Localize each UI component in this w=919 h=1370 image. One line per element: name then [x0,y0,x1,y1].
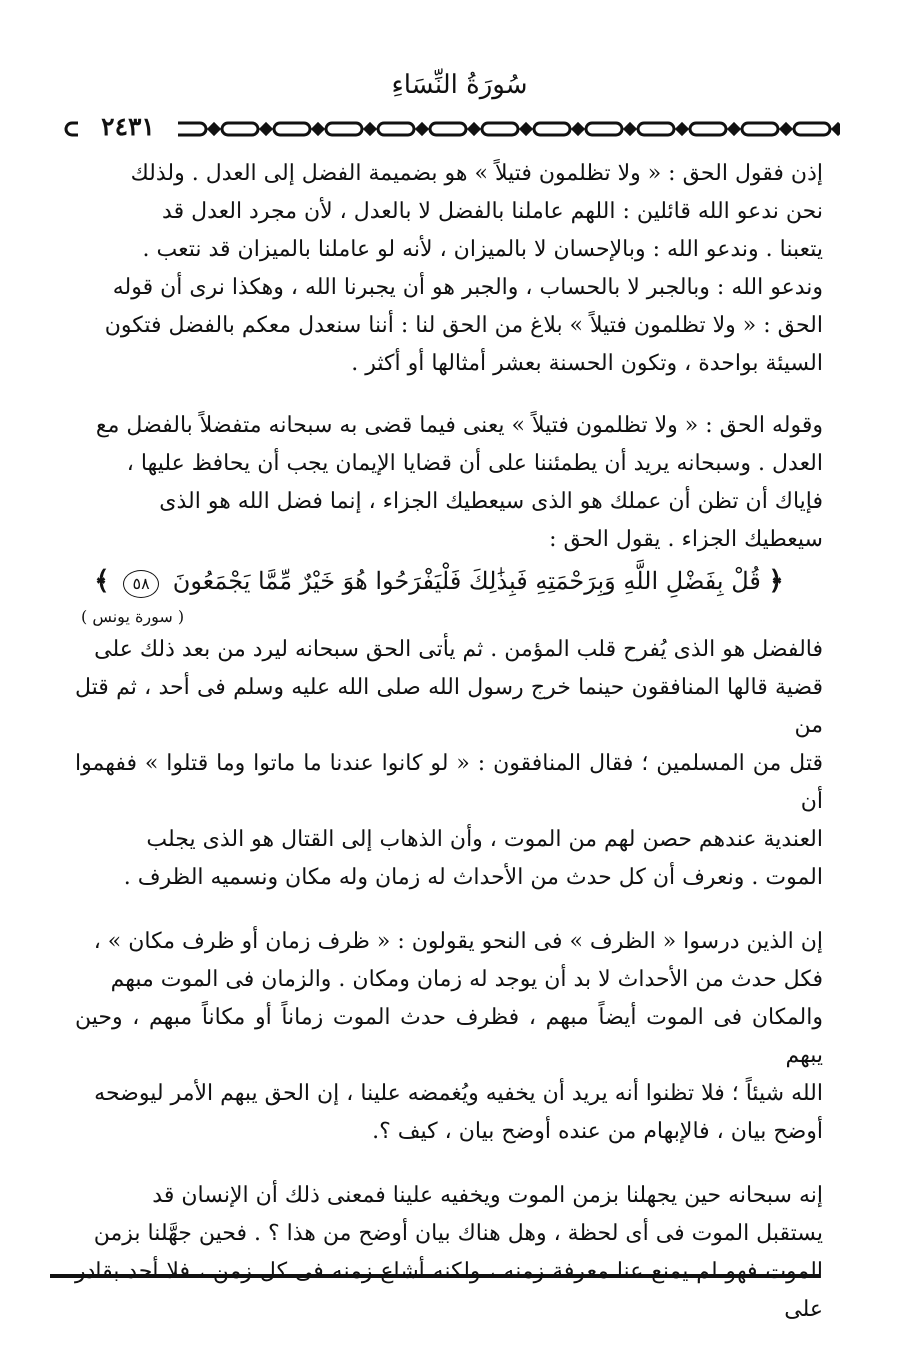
ornament-diamond [261,124,271,134]
ornament-link [638,123,674,135]
verse-text: قُلْ بِفَضْلِ اللَّهِ وَبِرَحْمَتِهِ فَبِذَٰلِكَ فَلْيَفْرَحُوا هُوَ خَيْرٌ مِّمَّا يَجْمَعُونَ [172,567,761,595]
ornament-diamond [781,124,791,134]
ornament-link [326,123,362,135]
text-line: قتل من المسلمين ؛ فقال المنافقون : « لو كانوا عندنا ما ماتوا وما قتلوا » ففهموا أن [75,751,823,814]
surah-title: سُورَةُ النِّسَاءِ [391,70,528,100]
paragraph-5 [75,1177,823,1329]
text-line: قضية قالها المنافقون حينما خرج رسول الله صلى الله عليه وسلم فى أحد ، ثم قتل من [75,675,823,738]
paragraph-3 [75,631,823,897]
ornament-diamond [469,124,479,134]
surah-reference: ( سورة يونس ) [81,607,185,626]
text-line: الحق : « ولا تظلمون فتيلاً » بلاغ من الحق لنا : أننا سنعدل معكم بالفضل فتكون [104,313,823,338]
quran-verse [75,559,823,603]
paragraph-2 [75,407,823,559]
paragraph-1 [75,155,823,383]
ornament-link [378,123,414,135]
text-line: والمكان فى الموت أيضاً مبهم ، فظرف حدث الموت زماناً أو مكاناً مبهم ، وحين يبهم [75,1005,823,1068]
text-line: يتعبنا . وندعو الله : وبالإحسان لا بالميزان ، لأنه لو عاملنا بالميزان قد نتعب . [142,237,823,262]
verse-open-bracket: ﴿ [768,566,784,596]
ornament-diamond [677,124,687,134]
footer-rule [50,1274,820,1278]
ornament-link [222,123,258,135]
ornament-link [482,123,518,135]
ornament-diamond [365,124,375,134]
text-line: الله شيئاً ؛ فلا تظنوا أنه يريد أن يخفيه ويُغمضه علينا ، إن الحق يبهم الأمر ليوضحه [94,1081,823,1106]
verse-close-bracket: ﴾ [94,566,110,596]
text-line: الموت فهو لم يمنع عنا معرفة زمنه ، ولكنه أشاع زمنه فى كل زمن ، فلا أحد بقادر على [75,1259,823,1322]
ornament-diamond [573,124,583,134]
ornament-link [274,123,310,135]
ornament-link [534,123,570,135]
text-line: أوضح بيان ، فالإبهام من عنده أوضح بيان ، كيف ؟. [372,1119,823,1144]
page-body [75,155,823,1329]
ayah-number-marker: ٥٨ [123,570,159,598]
ornament-link [586,123,622,135]
ornament-diamond [313,124,323,134]
text-line: نحن ندعو الله قائلين : اللهم عاملنا بالفضل لا بالعدل ، لأن مجرد العدل قد [162,199,823,224]
ornament-diamond [833,124,840,134]
text-line: فكل حدث من الأحداث لا بد أن يوجد له زمان ومكان . والزمان فى الموت مبهم [110,967,823,992]
paragraph-4 [75,923,823,1151]
page-number: ٢٤٣١ [78,112,178,142]
text-line: سيعطيك الجزاء . يقول الحق : [549,527,823,552]
ornament-diamond [521,124,531,134]
text-line: إذن فقول الحق : « ولا تظلمون فتيلاً » هو بضميمة الفضل إلى العدل . ولذلك [130,161,823,186]
ornament-link [690,123,726,135]
text-line: وندعو الله : وبالجبر لا بالحساب ، والجبر هو أن يجبرنا الله ، وهكذا نرى أن قوله [112,275,823,300]
ornament-link [430,123,466,135]
text-line: فإياك أن تظن أن عملك هو الذى سيعطيك الجزاء ، إنما فضل الله هو الذى [159,489,823,514]
text-line: العدل . وسبحانه يريد أن يطمئننا على أن قضايا الإيمان يجب أن يحافظ عليها ، [126,451,823,476]
ornament-diamond [417,124,427,134]
ornament-diamond [729,124,739,134]
text-line: العندية عندهم حصن لهم من الموت ، وأن الذهاب إلى القتال هو الذى يجلب [146,827,823,852]
ornament-link [742,123,778,135]
text-line: إن الذين درسوا « الظرف » فى النحو يقولون : « ظرف زمان أو ظرف مكان » ، [93,929,823,954]
ornament-link [794,123,830,135]
text-line: فالفضل هو الذى يُفرح قلب المؤمن . ثم يأتى الحق سبحانه ليرد من بعد ذلك على [94,637,823,662]
text-line: يستقبل الموت فى أى لحظة ، وهل هناك بيان أوضح من هذا ؟ . فحين جهَّلنا بزمن [93,1221,823,1246]
text-line: إنه سبحانه حين يجهلنا بزمن الموت ويخفيه علينا فمعنى ذلك أن الإنسان قد [152,1183,823,1208]
ornament-diamond [209,124,219,134]
text-line: السيئة بواحدة ، وتكون الحسنة بعشر أمثالها أو أكثر . [351,351,823,376]
ornament-diamond [625,124,635,134]
text-line: الموت . ونعرف أن كل حدث من الأحداث له زمان وله مكان ونسميه الظرف . [123,865,823,890]
text-line: وقوله الحق : « ولا تظلمون فتيلاً » يعنى فيما قضى به سبحانه متفضلاً بالفضل مع [95,413,823,438]
